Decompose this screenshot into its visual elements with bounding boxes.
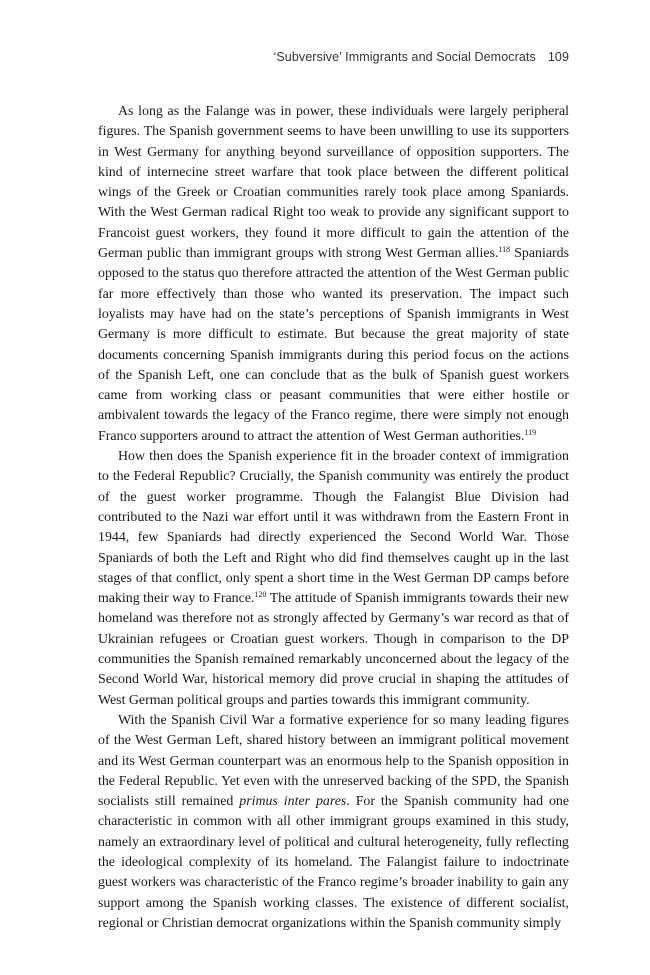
paragraph-1-text-b: Spaniards opposed to the status quo therefore attracted the attention of the West German public far more effectively than those who wanted its preservation. The impact such loyalists may have had on the state’s perceptions of Spanish immigrants in West Germany is more difficult to estimate. But because the great majority of state documents concerning Spanish immigrants during this period focus on the actions of the Spanish Left, one can conclude that as the bulk of Spanish guest workers came from working class or peasant communities that were either hostile or ambivalent towards the legacy of the Franco regime, there were simply not enough Franco supporters around to attract the attention of West German authorities. — [98, 246, 569, 444]
footnote-ref-118: 118 — [498, 245, 511, 255]
paragraph-2-text-a: How then does the Spanish experience fit in the broader context of immigration to the Federal Republic? Crucially, the Spanish community was entirely the product of the guest worker programme. Though the Falangist Blue Division had contributed to the Nazi war effort until it was withdrawn from the Eastern Front in 1944, few Spaniards had directly experienced the Second World War. Those Spaniards of both the Left and Right who did find themselves caught up in the last stages of that conflict, only spent a short time in the West German DP camps before making their way to France. — [98, 449, 569, 607]
paragraph-3-text-a: With the Spanish Civil War a formative experience for so many leading figures of the West German Left, shared history between an immigrant political movement and its West German counterpart was an enormous help to the Spanish opposition in the Federal Republic. Yet even with the unreserved backing of the SPD, the Spanish socialists still remained — [98, 712, 569, 810]
footnote-ref-119: 119 — [524, 427, 537, 437]
page-number: 109 — [547, 50, 569, 64]
footnote-ref-120: 120 — [254, 590, 267, 600]
paragraph-3-text-b: . For the Spanish community had one characteristic in common with all other immigrant groups examined in this study, namely an extraordinary level of political and cultural heterogeneity, fully reflecting the ideological complexity of its homeland. The Falangist failure to indoctrinate guest workers was characteristic of the Franco regime’s broader inability to gain any support among the Spanish working classes. The existence of different socialist, regional or Christian democrat organizations within the Spanish community simply — [98, 794, 570, 931]
running-title: ‘Subversive’ Immigrants and Social Democrats — [273, 50, 536, 64]
paragraph-1-text-a: As long as the Falange was in power, these individuals were largely peripheral figures. The Spanish government seems to have been unwilling to use its supporters in West Germany for anything beyond surveillance of opposition supporters. The kind of internecine street warfare that took place between the different political wings of the Greek or Croatian communities rarely took place among Spaniards. With the West German radical Right too weak to provide any significant support to Francoist guest workers, they found it more difficult to gain the attention of the German public than immigrant groups with strong West German allies. — [98, 104, 569, 262]
paragraph-2-text-b: The attitude of Spanish immigrants towards their new homeland was therefore not as strongly affected by Germany’s war record as that of Ukrainian refugees or Croatian guest workers. Though in comparison to the DP communities the Spanish remained remarkably unconcerned about the legacy of the Second World War, historical memory did prove crucial in shaping the attitudes of West German political groups and parties towards this immigrant community. — [98, 591, 569, 708]
running-header — [98, 50, 569, 64]
paragraph-2 — [98, 447, 569, 711]
paragraph-3 — [98, 711, 569, 934]
body-text — [98, 102, 569, 934]
paragraph-1 — [98, 102, 569, 447]
italic-phrase: primus inter pares — [239, 794, 347, 810]
